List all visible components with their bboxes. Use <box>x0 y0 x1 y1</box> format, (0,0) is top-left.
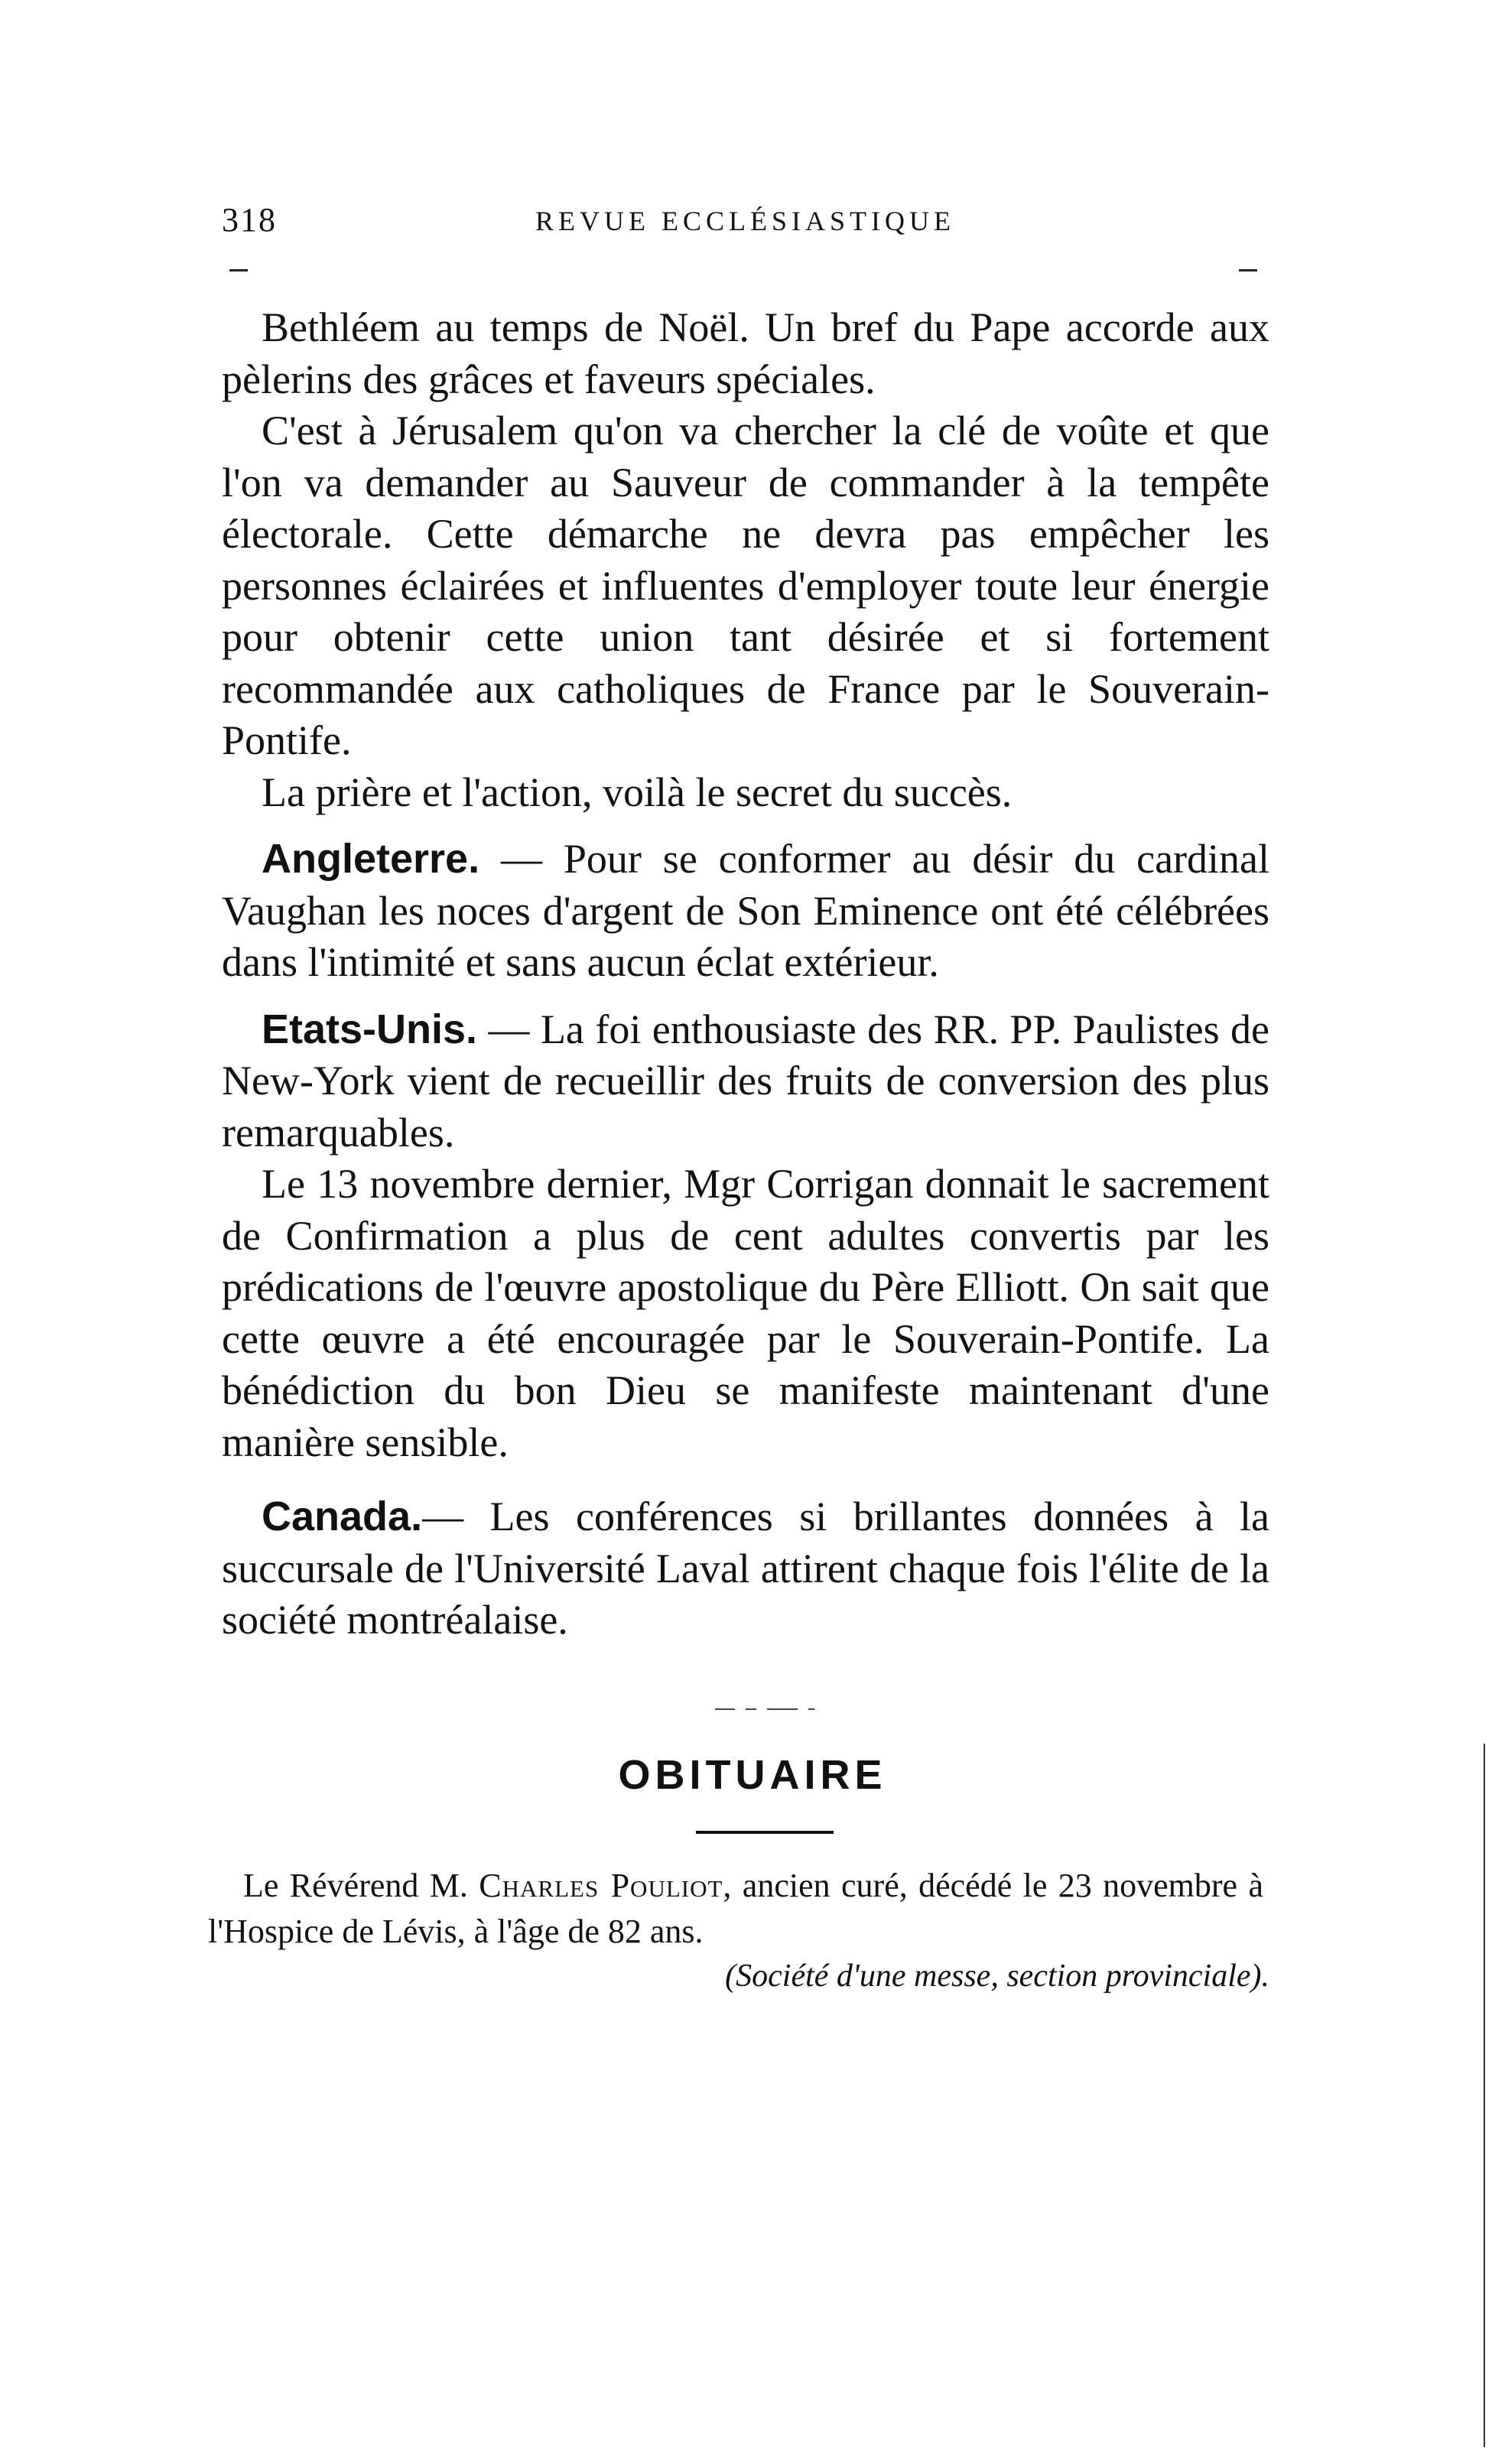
paragraph-prayer: La prière et l'action, voilà le secret du succès. <box>262 769 1013 815</box>
section-canada <box>222 1491 1269 1646</box>
section-heading-england: Angleterre. <box>262 836 480 882</box>
obituary-paragraph <box>208 1863 1263 1955</box>
obituary-entry <box>208 1863 1263 1955</box>
obituary-title: OBITUAIRE <box>618 1752 887 1798</box>
obituary-name: Charles Pouliot <box>479 1867 723 1904</box>
obituary-text-after: , ancien curé, décédé le 23 novembre à l'Hospice de Lévis, à l'âge de 82 ans. <box>208 1867 1263 1950</box>
section-text-england: — Pour se conformer au désir du cardinal Vaughan les noces d'argent de Son Eminence ont été célébrées dans l'intimité et sans aucun éclat extérieur. <box>222 836 1269 985</box>
running-title: REVUE ECCLÉSIASTIQUE <box>535 206 955 236</box>
section-text-usa: — La foi enthousiaste des RR. PP. Paulistes de New-York vient de recueillir des fruits de conversion des plus remarquables. <box>222 1006 1269 1156</box>
obituary-text-before: Le Révérend M. <box>243 1867 479 1904</box>
section-heading-usa: Etats-Unis. <box>262 1006 478 1052</box>
section-divider <box>715 1708 853 1711</box>
section-england <box>222 834 1269 989</box>
scan-margin-line <box>1484 1744 1485 2447</box>
obituary-rule <box>696 1831 834 1834</box>
page-number: 318 <box>222 201 277 239</box>
section-usa <box>222 1004 1269 1159</box>
article-body <box>222 302 1269 1646</box>
section-text-canada: — Les conférences si brillantes données à la succursale de l'Université Laval attirent chaque fois l'élite de la société montréalaise. <box>222 1494 1269 1643</box>
page-header <box>222 200 1262 246</box>
paragraph-bethlehem: Bethléem au temps de Noël. Un bref du Pape accorde aux pèlerins des grâces et faveurs spéciales. <box>222 304 1269 402</box>
section-heading-canada: Canada. <box>262 1494 423 1539</box>
obituary-credit: (Société d'une messe, section provinciale). <box>725 1959 1269 1994</box>
paragraph-jerusalem: C'est à Jérusalem qu'on va chercher la clé de voûte et que l'on va demander au Sauveur de commander à la tempête électorale. Cette démarche ne devra pas empêcher les personnes éclairées et influentes d'employer toute leur énergie pour obtenir cette union tant désirée et si fortement recommandée aux catholiques de France par le Souverain-Pontife. <box>222 408 1269 763</box>
paragraph-confirmation: Le 13 novembre dernier, Mgr Corrigan donnait le sacrement de Confirmation a plus de cent adultes convertis par les prédications de l'œuvre apostolique du Père Elliott. On sait que cette œuvre a été encouragée par le Souverain-Pontife. La bénédiction du bon Dieu se manifeste maintenant d'une manière sensible. <box>222 1161 1269 1465</box>
header-dash-right <box>1239 269 1257 271</box>
header-dash-left <box>229 269 248 271</box>
